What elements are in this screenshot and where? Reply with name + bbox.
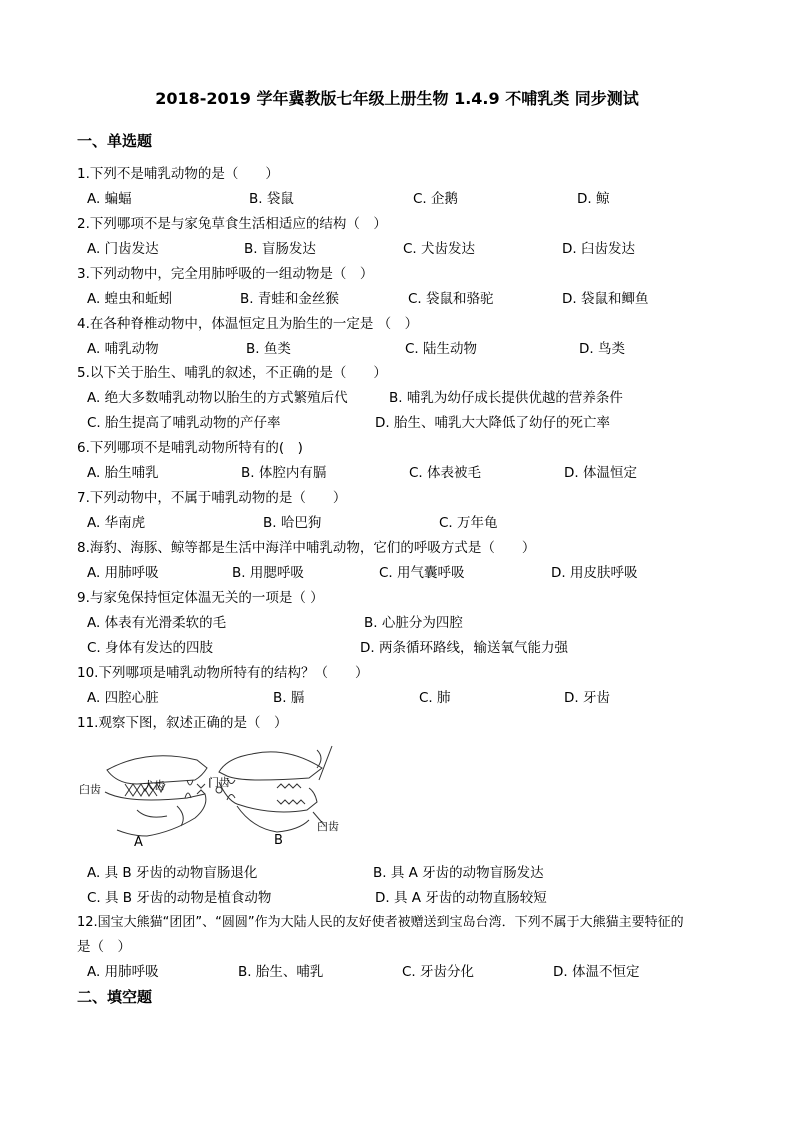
q7-option-c[interactable]: C. 万年龟 (439, 515, 498, 531)
question-11-stem: 11.观察下图，叙述正确的是（ ） (77, 715, 288, 731)
teeth-diagram (77, 740, 377, 852)
label-figure-a: A (134, 835, 143, 850)
question-1-stem: 1.下列不是哺乳动物的是（ ） (77, 166, 279, 182)
question-12-stem-continued: 是（ ） (77, 939, 131, 955)
q1-option-c[interactable]: C. 企鹅 (413, 191, 459, 207)
q7-option-a[interactable]: A. 华南虎 (87, 515, 146, 531)
q12-option-c[interactable]: C. 牙齿分化 (402, 964, 475, 980)
q10-option-a[interactable]: A. 四腔心脏 (87, 690, 159, 706)
question-3-stem: 3.下列动物中，完全用肺呼吸的一组动物是（ ） (77, 266, 374, 282)
q10-option-c[interactable]: C. 肺 (419, 690, 451, 706)
q2-option-b[interactable]: B. 盲肠发达 (244, 241, 316, 257)
q6-option-c[interactable]: C. 体表被毛 (409, 465, 482, 481)
question-2-stem: 2.下列哪项不是与家兔草食生活相适应的结构（ ） (77, 216, 387, 232)
teeth-diagram-svg (77, 740, 377, 852)
q5-option-c[interactable]: C. 胎生提高了哺乳动物的产仔率 (87, 415, 281, 431)
q9-option-d[interactable]: D. 两条循环路线，输送氧气能力强 (360, 640, 568, 656)
section-heading-single-choice: 一、单选题 (77, 132, 153, 150)
question-7-stem: 7.下列动物中，不属于哺乳动物的是（ ） (77, 490, 347, 506)
question-10-stem: 10.下列哪项是哺乳动物所特有的结构？（ ） (77, 665, 369, 681)
q3-option-c[interactable]: C. 袋鼠和骆驼 (408, 291, 494, 307)
skull-a-drawing (105, 756, 207, 836)
q1-option-d[interactable]: D. 鲸 (577, 191, 610, 207)
q8-option-a[interactable]: A. 用肺呼吸 (87, 565, 159, 581)
question-4-stem: 4.在各种脊椎动物中，体温恒定且为胎生的一定是 （ ） (77, 316, 419, 332)
q9-option-a[interactable]: A. 体表有光滑柔软的毛 (87, 615, 227, 631)
q8-option-d[interactable]: D. 用皮肤呼吸 (551, 565, 638, 581)
q8-option-c[interactable]: C. 用气囊呼吸 (379, 565, 465, 581)
q9-option-b[interactable]: B. 心脏分为四腔 (364, 615, 463, 631)
q2-option-c[interactable]: C. 犬齿发达 (403, 241, 476, 257)
q5-option-d[interactable]: D. 胎生、哺乳大大降低了幼仔的死亡率 (375, 415, 610, 431)
q3-option-d[interactable]: D. 袋鼠和鲫鱼 (562, 291, 649, 307)
q12-option-b[interactable]: B. 胎生、哺乳 (238, 964, 324, 980)
q5-option-b[interactable]: B. 哺乳为幼仔成长提供优越的营养条件 (389, 390, 623, 406)
q9-option-c[interactable]: C. 身体有发达的四肢 (87, 640, 214, 656)
q12-option-d[interactable]: D. 体温不恒定 (553, 964, 640, 980)
q6-option-b[interactable]: B. 体腔内有膈 (241, 465, 327, 481)
label-incisor: 门齿 (208, 776, 230, 789)
q11-option-b[interactable]: B. 具 A 牙齿的动物盲肠发达 (373, 865, 544, 881)
q1-option-b[interactable]: B. 袋鼠 (249, 191, 294, 207)
q6-option-a[interactable]: A. 胎生哺乳 (87, 465, 159, 481)
q11-option-d[interactable]: D. 具 A 牙齿的动物直肠较短 (375, 890, 547, 906)
label-figure-b: B (274, 833, 283, 848)
label-canine: 犬齿 (143, 779, 165, 792)
section-heading-fill-in: 二、填空题 (77, 988, 153, 1006)
q5-option-a[interactable]: A. 绝大多数哺乳动物以胎生的方式繁殖后代 (87, 390, 348, 406)
q11-option-c[interactable]: C. 具 B 牙齿的动物是植食动物 (87, 890, 272, 906)
page-title: 2018-2019 学年冀教版七年级上册生物 1.4.9 不哺乳类 同步测试 (155, 89, 639, 108)
label-molar-b: 臼齿 (317, 820, 339, 833)
q4-option-d[interactable]: D. 鸟类 (579, 341, 625, 357)
q3-option-a[interactable]: A. 蝗虫和蚯蚓 (87, 291, 173, 307)
q4-option-c[interactable]: C. 陆生动物 (405, 341, 478, 357)
question-9-stem: 9.与家兔保持恒定体温无关的一项是（ ） (77, 590, 324, 606)
q11-option-a[interactable]: A. 具 B 牙齿的动物盲肠退化 (87, 865, 258, 881)
q2-option-a[interactable]: A. 门齿发达 (87, 241, 159, 257)
question-12-stem: 12.国宝大熊猫“团团”、“圆圆”作为大陆人民的友好使者被赠送到宝岛台湾．下列不属于大熊猫主要特征的 (77, 915, 684, 930)
q8-option-b[interactable]: B. 用腮呼吸 (232, 565, 304, 581)
q12-option-a[interactable]: A. 用肺呼吸 (87, 964, 159, 980)
q4-option-a[interactable]: A. 哺乳动物 (87, 341, 159, 357)
question-8-stem: 8.海豹、海豚、鲸等都是生活中海洋中哺乳动物，它们的呼吸方式是（ ） (77, 540, 536, 556)
question-5-stem: 5.以下关于胎生、哺乳的叙述，不正确的是（ ） (77, 365, 387, 381)
q1-option-a[interactable]: A. 蝙蝠 (87, 191, 132, 207)
q10-option-d[interactable]: D. 牙齿 (564, 690, 610, 706)
label-molar-a: 臼齿 (79, 783, 101, 796)
q7-option-b[interactable]: B. 哈巴狗 (263, 515, 322, 531)
skull-b-drawing (216, 746, 332, 832)
q6-option-d[interactable]: D. 体温恒定 (564, 465, 637, 481)
q3-option-b[interactable]: B. 青蛙和金丝猴 (240, 291, 339, 307)
q10-option-b[interactable]: B. 膈 (273, 690, 305, 706)
q4-option-b[interactable]: B. 鱼类 (246, 341, 291, 357)
q2-option-d[interactable]: D. 臼齿发达 (562, 241, 635, 257)
question-6-stem: 6.下列哪项不是哺乳动物所特有的( ) (77, 440, 303, 456)
